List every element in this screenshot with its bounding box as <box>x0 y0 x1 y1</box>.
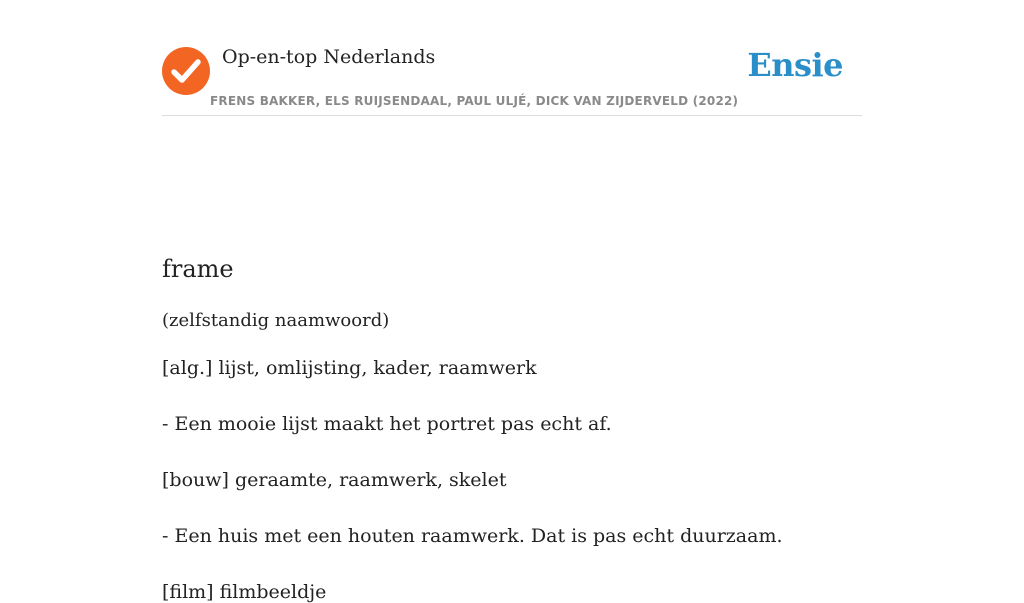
book-authors: FRENS BAKKER, ELS RUIJSENDAAL, PAUL ULJÉ, DICK VAN ZIJDERVELD (2022) <box>210 94 739 108</box>
brand-logo[interactable]: Ensie <box>747 46 843 84</box>
header <box>162 0 862 116</box>
definition-line: [bouw] geraamte, raamwerk, skelet <box>162 469 507 491</box>
part-of-speech: (zelfstandig naamwoord) <box>162 310 390 331</box>
page <box>162 0 862 603</box>
definition-line: [film] filmbeeldje <box>162 581 327 603</box>
checkmark-circle-icon[interactable] <box>162 47 210 95</box>
example-line: - Een huis met een houten raamwerk. Dat is pas echt duurzaam. <box>162 525 783 547</box>
entry-word: frame <box>162 255 234 283</box>
definition-line: [alg.] lijst, omlijsting, kader, raamwerk <box>162 357 537 379</box>
book-title[interactable]: Op-en-top Nederlands <box>222 46 436 68</box>
example-line: - Een mooie lijst maakt het portret pas echt af. <box>162 413 612 435</box>
